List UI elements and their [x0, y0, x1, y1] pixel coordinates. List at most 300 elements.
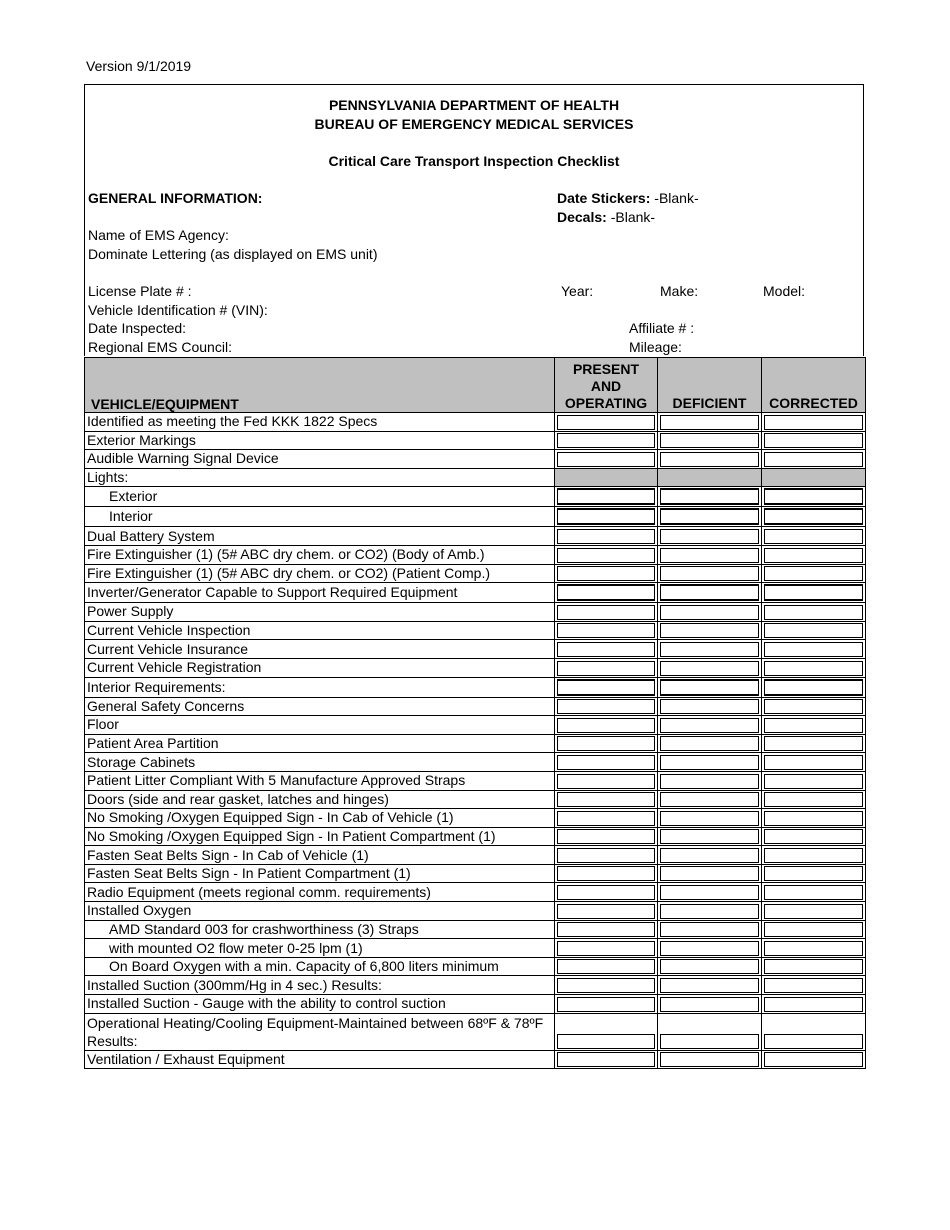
row-label: Inverter/Generator Capable to Support Required Equipment	[85, 583, 555, 603]
present-cell	[555, 771, 658, 790]
deficient-cell	[658, 431, 762, 450]
deficient-checkbox[interactable]	[660, 718, 759, 733]
present-cell	[555, 790, 658, 809]
deficient-cell	[658, 640, 762, 659]
table-row	[85, 697, 866, 716]
corrected-checkbox[interactable]	[764, 584, 863, 601]
corrected-cell	[762, 431, 866, 450]
corrected-checkbox[interactable]	[764, 566, 863, 581]
row-label: Fire Extinguisher (1) (5# ABC dry chem. or CO2) (Patient Comp.)	[85, 564, 555, 583]
corrected-cell	[762, 864, 866, 883]
row-label: No Smoking /Oxygen Equipped Sign - In Cab of Vehicle (1)	[85, 809, 555, 828]
corrected-checkbox[interactable]	[764, 488, 863, 505]
deficient-cell	[658, 957, 762, 976]
deficient-cell	[658, 753, 762, 772]
present-cell	[555, 640, 658, 659]
row-label: Current Vehicle Insurance	[85, 640, 555, 659]
corrected-cell	[762, 827, 866, 846]
corrected-cell	[762, 995, 866, 1014]
present-header-line2: AND	[590, 378, 622, 394]
table-row	[85, 431, 866, 450]
present-checkbox[interactable]	[557, 922, 655, 937]
row-label: Current Vehicle Inspection	[85, 621, 555, 640]
present-cell	[555, 450, 658, 469]
table-row	[85, 809, 866, 828]
corrected-checkbox[interactable]	[764, 774, 863, 789]
corrected-checkbox[interactable]	[764, 736, 863, 751]
corrected-checkbox[interactable]	[764, 529, 863, 544]
present-checkbox[interactable]	[557, 566, 655, 581]
present-checkbox[interactable]	[557, 1034, 655, 1049]
license-plate-field[interactable]: License Plate # :	[88, 283, 192, 299]
deficient-checkbox[interactable]	[660, 811, 759, 826]
present-checkbox[interactable]	[557, 623, 655, 638]
table-row	[85, 1013, 866, 1050]
row-label: Operational Heating/Cooling Equipment-Maintained between 68ºF & 78ºF Results:	[85, 1013, 555, 1050]
row-label: Fasten Seat Belts Sign - In Cab of Vehicle (1)	[85, 846, 555, 865]
corrected-checkbox[interactable]	[764, 904, 863, 919]
corrected-checkbox[interactable]	[764, 1034, 863, 1049]
table-row	[85, 621, 866, 640]
decals-value[interactable]: -Blank-	[610, 209, 656, 225]
corrected-checkbox[interactable]	[764, 548, 863, 563]
deficient-checkbox[interactable]	[660, 584, 759, 601]
deficient-checkbox[interactable]	[660, 774, 759, 789]
row-label: AMD Standard 003 for crashworthiness (3) Straps	[85, 920, 555, 939]
table-row	[85, 413, 866, 432]
row-label: Exterior	[85, 487, 555, 507]
column-header-deficient: DEFICIENT	[658, 358, 762, 413]
deficient-cell	[658, 545, 762, 564]
column-header-present	[555, 358, 658, 413]
corrected-checkbox[interactable]	[764, 829, 863, 844]
row-label: No Smoking /Oxygen Equipped Sign - In Patient Compartment (1)	[85, 827, 555, 846]
present-cell	[555, 1050, 658, 1069]
present-checkbox[interactable]	[557, 699, 655, 714]
present-cell	[555, 939, 658, 958]
present-checkbox[interactable]	[557, 792, 655, 807]
year-field[interactable]: Year:	[561, 283, 594, 299]
deficient-checkbox[interactable]	[660, 848, 759, 863]
corrected-cell	[762, 716, 866, 735]
table-row	[85, 603, 866, 622]
table-row	[85, 846, 866, 865]
deficient-checkbox[interactable]	[660, 605, 759, 620]
deficient-cell	[658, 621, 762, 640]
deficient-cell	[658, 527, 762, 546]
row-label: Exterior Markings	[85, 431, 555, 450]
present-checkbox[interactable]	[557, 736, 655, 751]
present-checkbox[interactable]	[557, 415, 655, 430]
deficient-cell	[658, 827, 762, 846]
corrected-cell	[762, 545, 866, 564]
present-cell	[555, 527, 658, 546]
table-row	[85, 677, 866, 697]
table-row	[85, 1050, 866, 1069]
row-label: Radio Equipment (meets regional comm. requirements)	[85, 883, 555, 902]
present-checkbox[interactable]	[557, 829, 655, 844]
corrected-cell	[762, 603, 866, 622]
present-cell	[555, 621, 658, 640]
deficient-cell	[658, 883, 762, 902]
present-checkbox[interactable]	[557, 904, 655, 919]
table-row	[85, 734, 866, 753]
corrected-checkbox[interactable]	[764, 699, 863, 714]
date-stickers-value[interactable]: -Blank-	[654, 190, 699, 206]
corrected-cell	[762, 413, 866, 432]
present-checkbox[interactable]	[557, 959, 655, 974]
corrected-checkbox[interactable]	[764, 679, 863, 696]
corrected-checkbox[interactable]	[764, 922, 863, 937]
deficient-checkbox[interactable]	[660, 415, 759, 430]
table-row	[85, 939, 866, 958]
table-row	[85, 564, 866, 583]
present-cell	[555, 957, 658, 976]
present-cell	[555, 716, 658, 735]
table-row	[85, 864, 866, 883]
table-row	[85, 957, 866, 976]
row-label: with mounted O2 flow meter 0-25 lpm (1)	[85, 939, 555, 958]
present-cell	[555, 603, 658, 622]
corrected-checkbox[interactable]	[764, 508, 863, 525]
deficient-cell	[658, 603, 762, 622]
row-label: Dual Battery System	[85, 527, 555, 546]
deficient-cell	[658, 583, 762, 603]
corrected-cell	[762, 734, 866, 753]
corrected-cell	[762, 468, 866, 487]
deficient-checkbox[interactable]	[660, 548, 759, 563]
corrected-cell	[762, 1050, 866, 1069]
deficient-checkbox[interactable]	[660, 792, 759, 807]
deficient-checkbox[interactable]	[660, 922, 759, 937]
present-cell	[555, 920, 658, 939]
deficient-checkbox[interactable]	[660, 1034, 759, 1049]
deficient-cell	[658, 920, 762, 939]
date-stickers-label: Date Stickers:	[557, 190, 651, 206]
corrected-checkbox[interactable]	[764, 623, 863, 638]
present-cell	[555, 583, 658, 603]
present-cell	[555, 468, 658, 487]
row-label: Installed Suction (300mm/Hg in 4 sec.) Results:	[85, 976, 555, 995]
deficient-checkbox[interactable]	[660, 736, 759, 751]
table-row	[85, 902, 866, 921]
deficient-cell	[658, 846, 762, 865]
present-checkbox[interactable]	[557, 755, 655, 770]
deficient-checkbox[interactable]	[660, 959, 759, 974]
corrected-cell	[762, 658, 866, 677]
present-cell	[555, 677, 658, 697]
corrected-checkbox[interactable]	[764, 642, 863, 657]
deficient-checkbox[interactable]	[660, 755, 759, 770]
table-row	[85, 658, 866, 677]
deficient-checkbox[interactable]	[660, 566, 759, 581]
present-cell	[555, 431, 658, 450]
table-row	[85, 545, 866, 564]
row-label: Fasten Seat Belts Sign - In Patient Compartment (1)	[85, 864, 555, 883]
present-checkbox[interactable]	[557, 848, 655, 863]
present-checkbox[interactable]	[557, 508, 655, 525]
deficient-cell	[658, 716, 762, 735]
present-checkbox[interactable]	[557, 605, 655, 620]
inspection-table	[84, 357, 866, 1069]
present-checkbox[interactable]	[557, 679, 655, 696]
deficient-checkbox[interactable]	[660, 941, 759, 956]
table-row	[85, 507, 866, 527]
deficient-checkbox[interactable]	[660, 623, 759, 638]
row-label: Floor	[85, 716, 555, 735]
present-header-line3: OPERATING	[564, 395, 648, 411]
present-cell	[555, 846, 658, 865]
corrected-checkbox[interactable]	[764, 811, 863, 826]
corrected-checkbox[interactable]	[764, 452, 863, 467]
table-row	[85, 527, 866, 546]
corrected-cell	[762, 507, 866, 527]
corrected-cell	[762, 976, 866, 995]
column-header-corrected: CORRECTED	[762, 358, 866, 413]
deficient-cell	[658, 413, 762, 432]
present-checkbox[interactable]	[557, 997, 655, 1012]
table-row	[85, 583, 866, 603]
corrected-cell	[762, 677, 866, 697]
present-cell	[555, 734, 658, 753]
table-row	[85, 753, 866, 772]
present-cell	[555, 827, 658, 846]
deficient-checkbox[interactable]	[660, 904, 759, 919]
corrected-checkbox[interactable]	[764, 433, 863, 448]
corrected-checkbox[interactable]	[764, 941, 863, 956]
model-field[interactable]: Model:	[763, 283, 806, 299]
department-title: PENNSYLVANIA DEPARTMENT OF HEALTH	[328, 97, 620, 113]
corrected-cell	[762, 920, 866, 939]
agency-name-field[interactable]: Name of EMS Agency:	[88, 227, 229, 243]
row-label: Installed Oxygen	[85, 902, 555, 921]
corrected-checkbox[interactable]	[764, 866, 863, 881]
table-row	[85, 468, 866, 487]
present-cell	[555, 697, 658, 716]
deficient-checkbox[interactable]	[660, 1052, 759, 1067]
corrected-checkbox[interactable]	[764, 415, 863, 430]
row-label: Doors (side and rear gasket, latches and hinges)	[85, 790, 555, 809]
deficient-cell	[658, 1050, 762, 1069]
row-label: Storage Cabinets	[85, 753, 555, 772]
table-row	[85, 883, 866, 902]
corrected-checkbox[interactable]	[764, 848, 863, 863]
present-checkbox[interactable]	[557, 1052, 655, 1067]
present-checkbox[interactable]	[557, 642, 655, 657]
date-stickers-field	[557, 190, 699, 206]
deficient-cell	[658, 697, 762, 716]
deficient-checkbox[interactable]	[660, 488, 759, 505]
deficient-checkbox[interactable]	[660, 433, 759, 448]
corrected-cell	[762, 450, 866, 469]
present-checkbox[interactable]	[557, 529, 655, 544]
corrected-cell	[762, 527, 866, 546]
corrected-cell	[762, 790, 866, 809]
decals-field	[557, 209, 655, 225]
present-checkbox[interactable]	[557, 978, 655, 993]
deficient-cell	[658, 864, 762, 883]
deficient-checkbox[interactable]	[660, 529, 759, 544]
corrected-cell	[762, 583, 866, 603]
row-label: Installed Suction - Gauge with the ability to control suction	[85, 995, 555, 1014]
form-title: Critical Care Transport Inspection Checklist	[328, 153, 620, 169]
deficient-checkbox[interactable]	[660, 679, 759, 696]
present-checkbox[interactable]	[557, 488, 655, 505]
deficient-checkbox[interactable]	[660, 661, 759, 676]
corrected-checkbox[interactable]	[764, 997, 863, 1012]
regional-council-field[interactable]: Regional EMS Council:	[88, 339, 232, 355]
present-cell	[555, 507, 658, 527]
row-label: On Board Oxygen with a min. Capacity of 6,800 liters minimum	[85, 957, 555, 976]
deficient-checkbox[interactable]	[660, 866, 759, 881]
version-label: Version 9/1/2019	[86, 58, 192, 74]
corrected-cell	[762, 883, 866, 902]
corrected-cell	[762, 697, 866, 716]
deficient-cell	[658, 677, 762, 697]
present-cell	[555, 883, 658, 902]
corrected-cell	[762, 753, 866, 772]
present-cell	[555, 809, 658, 828]
deficient-checkbox[interactable]	[660, 829, 759, 844]
column-header-item: VEHICLE/EQUIPMENT	[85, 358, 555, 413]
deficient-cell	[658, 734, 762, 753]
deficient-cell	[658, 658, 762, 677]
present-cell	[555, 1013, 658, 1050]
deficient-cell	[658, 771, 762, 790]
decals-label: Decals:	[557, 209, 607, 225]
affiliate-field[interactable]: Affiliate # :	[629, 320, 695, 336]
table-row	[85, 640, 866, 659]
present-cell	[555, 413, 658, 432]
corrected-checkbox[interactable]	[764, 959, 863, 974]
present-checkbox[interactable]	[557, 885, 655, 900]
deficient-cell	[658, 487, 762, 507]
row-label: Lights:	[85, 468, 555, 487]
date-inspected-field[interactable]: Date Inspected:	[88, 320, 187, 336]
present-checkbox[interactable]	[557, 548, 655, 563]
deficient-checkbox[interactable]	[660, 885, 759, 900]
present-checkbox[interactable]	[557, 866, 655, 881]
vin-field[interactable]: Vehicle Identification # (VIN):	[88, 302, 268, 318]
table-row	[85, 827, 866, 846]
row-label: Patient Area Partition	[85, 734, 555, 753]
table-row	[85, 716, 866, 735]
row-label: Current Vehicle Registration	[85, 658, 555, 677]
corrected-cell	[762, 640, 866, 659]
row-label: Power Supply	[85, 603, 555, 622]
lettering-field[interactable]: Dominate Lettering (as displayed on EMS unit)	[88, 246, 378, 262]
corrected-cell	[762, 487, 866, 507]
deficient-checkbox[interactable]	[660, 642, 759, 657]
deficient-cell	[658, 564, 762, 583]
deficient-cell	[658, 790, 762, 809]
deficient-cell	[658, 450, 762, 469]
header-frame	[84, 84, 864, 356]
present-checkbox[interactable]	[557, 661, 655, 676]
table-row	[85, 487, 866, 507]
corrected-checkbox[interactable]	[764, 661, 863, 676]
row-label: Interior Requirements:	[85, 677, 555, 697]
row-label: Identified as meeting the Fed KKK 1822 Specs	[85, 413, 555, 432]
present-cell	[555, 487, 658, 507]
present-checkbox[interactable]	[557, 774, 655, 789]
corrected-checkbox[interactable]	[764, 718, 863, 733]
present-checkbox[interactable]	[557, 718, 655, 733]
table-row	[85, 995, 866, 1014]
corrected-cell	[762, 771, 866, 790]
deficient-checkbox[interactable]	[660, 997, 759, 1012]
deficient-cell	[658, 1013, 762, 1050]
bureau-title: BUREAU OF EMERGENCY MEDICAL SERVICES	[314, 116, 634, 132]
present-header-line1: PRESENT	[572, 361, 640, 377]
present-cell	[555, 976, 658, 995]
deficient-checkbox[interactable]	[660, 508, 759, 525]
deficient-cell	[658, 468, 762, 487]
make-field[interactable]: Make:	[660, 283, 699, 299]
corrected-cell	[762, 621, 866, 640]
corrected-cell	[762, 939, 866, 958]
table-row	[85, 920, 866, 939]
corrected-checkbox[interactable]	[764, 978, 863, 993]
corrected-cell	[762, 846, 866, 865]
corrected-checkbox[interactable]	[764, 792, 863, 807]
present-checkbox[interactable]	[557, 584, 655, 601]
corrected-checkbox[interactable]	[764, 755, 863, 770]
deficient-cell	[658, 976, 762, 995]
deficient-cell	[658, 809, 762, 828]
corrected-cell	[762, 1013, 866, 1050]
present-checkbox[interactable]	[557, 941, 655, 956]
table-row	[85, 976, 866, 995]
row-label: Interior	[85, 507, 555, 527]
row-label: Audible Warning Signal Device	[85, 450, 555, 469]
present-cell	[555, 564, 658, 583]
present-cell	[555, 658, 658, 677]
table-row	[85, 771, 866, 790]
deficient-cell	[658, 507, 762, 527]
corrected-cell	[762, 564, 866, 583]
present-cell	[555, 545, 658, 564]
present-checkbox[interactable]	[557, 811, 655, 826]
deficient-cell	[658, 939, 762, 958]
deficient-checkbox[interactable]	[660, 978, 759, 993]
deficient-cell	[658, 995, 762, 1014]
row-label: Ventilation / Exhaust Equipment	[85, 1050, 555, 1069]
corrected-checkbox[interactable]	[764, 1052, 863, 1067]
deficient-checkbox[interactable]	[660, 699, 759, 714]
corrected-checkbox[interactable]	[764, 605, 863, 620]
row-label: Patient Litter Compliant With 5 Manufacture Approved Straps	[85, 771, 555, 790]
mileage-field[interactable]: Mileage:	[629, 339, 682, 355]
row-label: General Safety Concerns	[85, 697, 555, 716]
corrected-checkbox[interactable]	[764, 885, 863, 900]
present-checkbox[interactable]	[557, 433, 655, 448]
present-cell	[555, 753, 658, 772]
corrected-cell	[762, 902, 866, 921]
deficient-cell	[658, 902, 762, 921]
corrected-cell	[762, 957, 866, 976]
corrected-cell	[762, 809, 866, 828]
deficient-checkbox[interactable]	[660, 452, 759, 467]
present-cell	[555, 995, 658, 1014]
table-row	[85, 450, 866, 469]
table-row	[85, 790, 866, 809]
present-cell	[555, 864, 658, 883]
row-label: Fire Extinguisher (1) (5# ABC dry chem. or CO2) (Body of Amb.)	[85, 545, 555, 564]
general-info-heading: GENERAL INFORMATION:	[88, 190, 263, 206]
present-checkbox[interactable]	[557, 452, 655, 467]
present-cell	[555, 902, 658, 921]
